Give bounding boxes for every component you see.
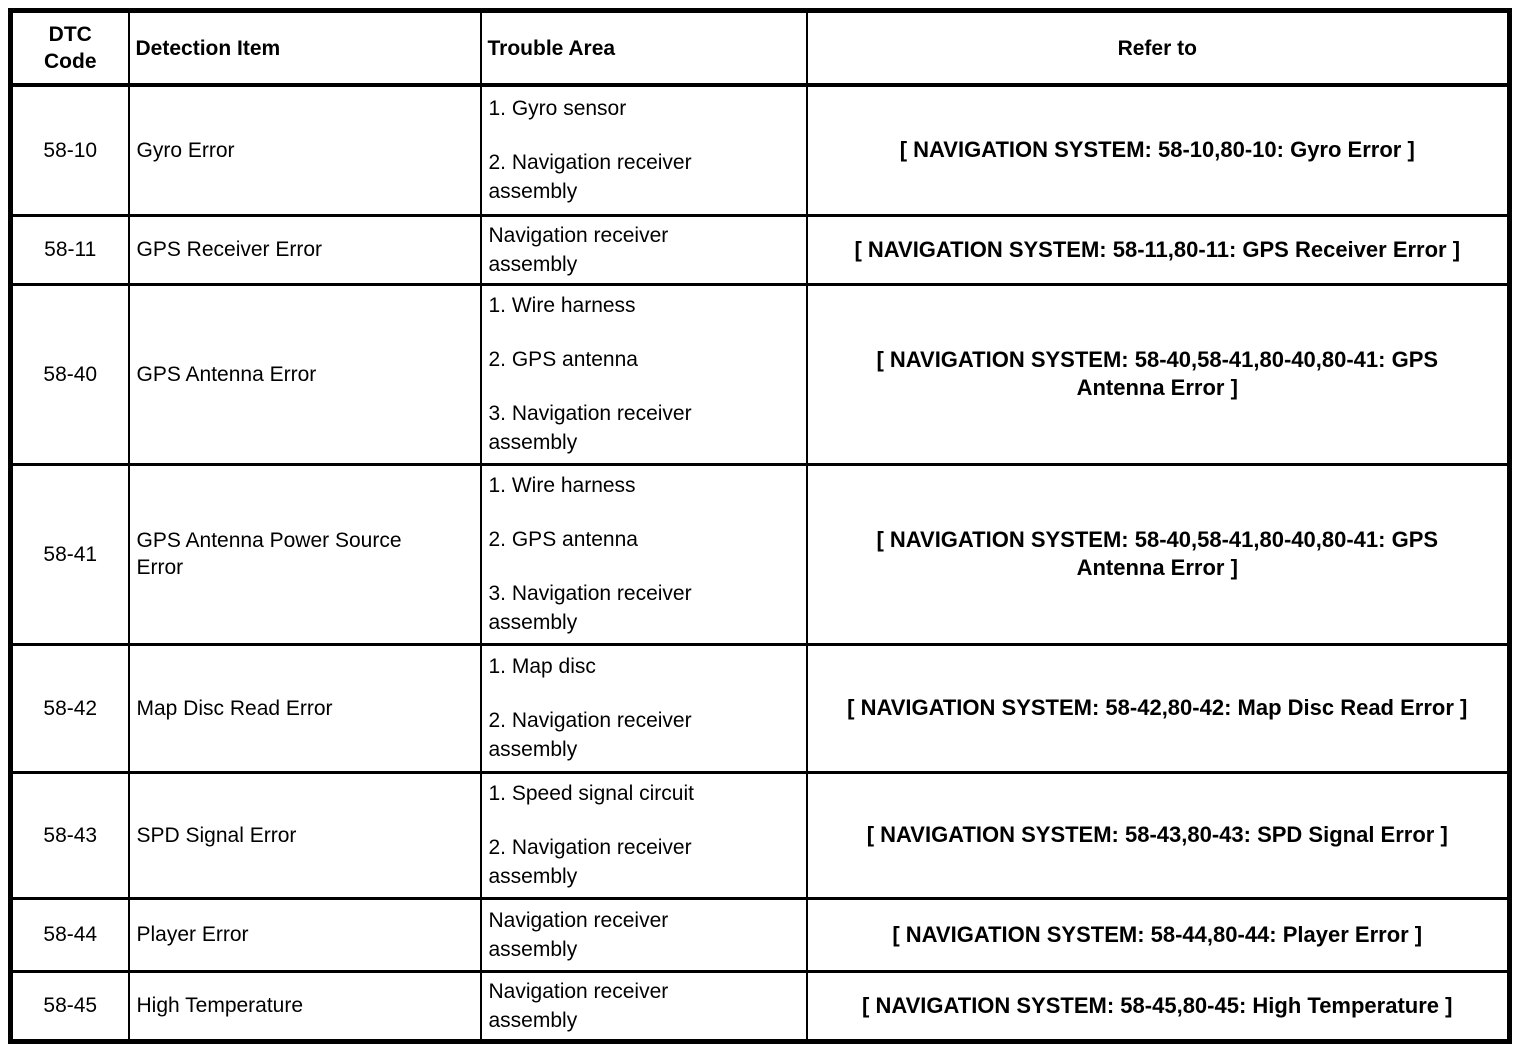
detection-item-cell: High Temperature <box>129 971 481 1041</box>
trouble-area-cell <box>481 898 807 971</box>
detection-item-cell: GPS Antenna Error <box>129 284 481 464</box>
table-row <box>11 971 1510 1041</box>
refer-to-cell <box>807 971 1510 1041</box>
refer-to-cell <box>807 898 1510 971</box>
trouble-item: 3. Navigation receiver assembly <box>488 402 692 454</box>
dtc-code-cell: 58-43 <box>11 772 129 898</box>
dtc-table <box>8 8 1512 1044</box>
detection-item-cell: GPS Antenna Power Source Error <box>129 464 481 644</box>
trouble-area-cell <box>481 85 807 215</box>
dtc-code-cell: 58-40 <box>11 284 129 464</box>
table-header-row <box>11 11 1510 86</box>
header-trouble-area: Trouble Area <box>481 11 807 86</box>
table-row <box>11 898 1510 971</box>
trouble-item: 1. Gyro sensor <box>488 97 627 121</box>
refer-to-cell <box>807 215 1510 284</box>
detection-item-cell: SPD Signal Error <box>129 772 481 898</box>
trouble-item: 1. Map disc <box>488 655 596 678</box>
table-row <box>11 644 1510 772</box>
refer-link[interactable]: [ NAVIGATION SYSTEM: 58-44,80-44: Player Error ] <box>892 921 1423 947</box>
detection-item-cell: Map Disc Read Error <box>129 644 481 772</box>
refer-to-cell <box>807 464 1510 644</box>
refer-link[interactable]: [ NAVIGATION SYSTEM: 58-40,58-41,80-40,80-41: GPS Antenna Error ] <box>876 527 1439 580</box>
refer-link[interactable]: [ NAVIGATION SYSTEM: 58-45,80-45: High Temperature ] <box>862 992 1453 1018</box>
trouble-area-cell <box>481 772 807 898</box>
refer-to-cell <box>807 85 1510 215</box>
detection-item-cell: Player Error <box>129 898 481 971</box>
trouble-item: Navigation receiver assembly <box>488 908 669 961</box>
refer-link[interactable]: [ NAVIGATION SYSTEM: 58-43,80-43: SPD Signal Error ] <box>866 822 1448 847</box>
trouble-item: Navigation receiver assembly <box>488 979 669 1032</box>
trouble-item: 1. Wire harness <box>488 474 636 497</box>
trouble-area-cell <box>481 644 807 772</box>
dtc-code-cell: 58-44 <box>11 898 129 971</box>
detection-item-cell: GPS Receiver Error <box>129 215 481 284</box>
header-refer-to: Refer to <box>807 11 1510 86</box>
refer-to-cell <box>807 644 1510 772</box>
table-row <box>11 215 1510 284</box>
trouble-item: 2. GPS antenna <box>488 348 638 371</box>
header-detection-item: Detection Item <box>129 11 481 86</box>
trouble-item: 2. Navigation receiver assembly <box>488 709 692 761</box>
dtc-code-cell: 58-41 <box>11 464 129 644</box>
trouble-item: Navigation receiver assembly <box>488 223 669 276</box>
refer-link[interactable]: [ NAVIGATION SYSTEM: 58-11,80-11: GPS Receiver Error ] <box>854 236 1461 262</box>
refer-to-cell <box>807 772 1510 898</box>
trouble-item: 1. Wire harness <box>488 294 636 317</box>
trouble-area-cell <box>481 464 807 644</box>
dtc-code-cell: 58-10 <box>11 85 129 215</box>
trouble-item: 1. Speed signal circuit <box>488 782 694 805</box>
header-dtc-code: DTC Code <box>11 11 129 86</box>
dtc-code-cell: 58-45 <box>11 971 129 1041</box>
refer-link[interactable]: [ NAVIGATION SYSTEM: 58-40,58-41,80-40,80-41: GPS Antenna Error ] <box>876 347 1439 400</box>
trouble-item: 2. GPS antenna <box>488 528 638 551</box>
trouble-area-cell <box>481 971 807 1041</box>
refer-link[interactable]: [ NAVIGATION SYSTEM: 58-10,80-10: Gyro Error ] <box>899 137 1415 163</box>
table-row <box>11 464 1510 644</box>
trouble-item: 2. Navigation receiver assembly <box>488 151 692 204</box>
refer-to-cell <box>807 284 1510 464</box>
detection-item-cell: Gyro Error <box>129 85 481 215</box>
dtc-code-cell: 58-42 <box>11 644 129 772</box>
trouble-item: 3. Navigation receiver assembly <box>488 582 692 634</box>
table-row <box>11 772 1510 898</box>
table-row <box>11 85 1510 215</box>
refer-link[interactable]: [ NAVIGATION SYSTEM: 58-42,80-42: Map Disc Read Error ] <box>847 695 1468 720</box>
dtc-code-cell: 58-11 <box>11 215 129 284</box>
trouble-area-cell <box>481 284 807 464</box>
trouble-area-cell <box>481 215 807 284</box>
trouble-item: 2. Navigation receiver assembly <box>488 836 692 888</box>
table-row <box>11 284 1510 464</box>
